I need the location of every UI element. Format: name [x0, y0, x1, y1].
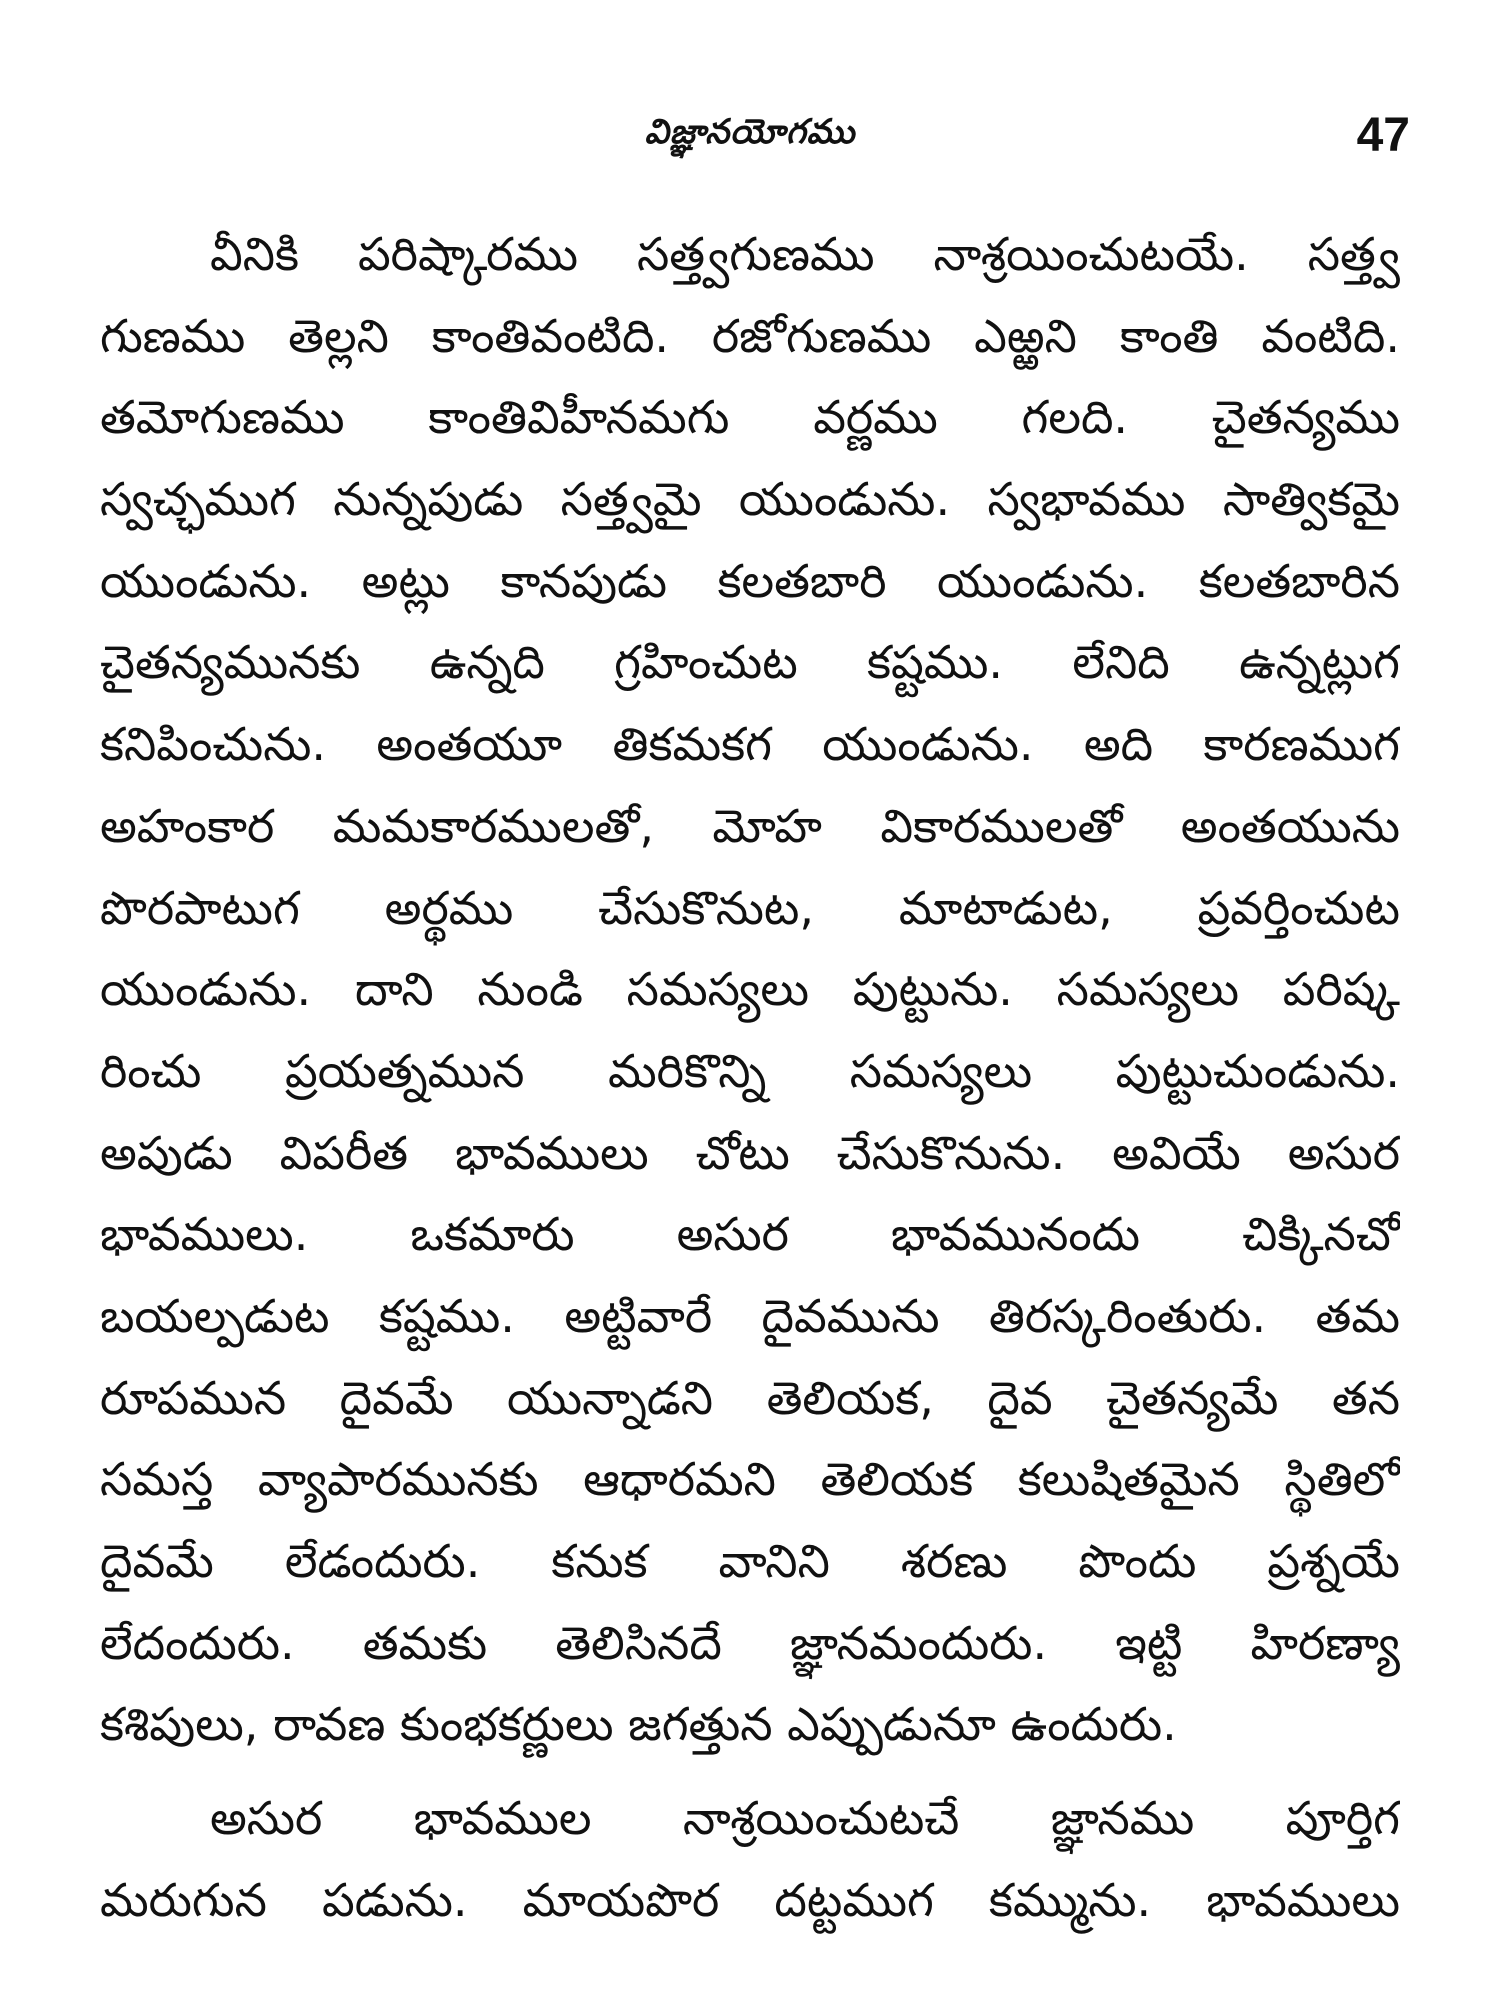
- text-line: వీనికి పరిష్కారము సత్త్వగుణము నాశ్రయించుటయే. సత్త్వ: [210, 227, 1400, 281]
- text-line: పొరపాటుగ అర్థము చేసుకొనుట, మాటాడుట, ప్రవర్తించుట: [100, 880, 1400, 935]
- text-line: సమస్త వ్యాపారమునకు ఆధారమని తెలియక కలుషితమైన స్థితిలో: [100, 1452, 1400, 1507]
- text-line: గుణము తెల్లని కాంతివంటిది. రజోగుణము ఎఱ్ఱని కాంతి వంటిది.: [100, 308, 1400, 363]
- text-line: అసుర భావముల నాశ్రయించుటచే జ్ఞానము పూర్తిగ: [210, 1791, 1400, 1846]
- text-line: చైతన్యమునకు ఉన్నది గ్రహించుట కష్టము. లేనిది ఉన్నట్లుగ: [100, 635, 1400, 690]
- text-line: స్వచ్ఛముగ నున్నపుడు సత్త్వమై యుండును. స్వభావము సాత్వికమై: [100, 472, 1400, 527]
- text-line: రూపమున దైవమే యున్నాడని తెలియక, దైవ చైతన్యమే తన: [100, 1370, 1400, 1425]
- text-line: అహంకార మమకారములతో, మోహ వికారములతో అంతయును: [100, 798, 1400, 853]
- paragraph-2: [100, 1778, 1400, 1941]
- body-text: [100, 214, 1400, 1941]
- page-number: 47: [1356, 109, 1410, 162]
- text-line: లేదందురు. తమకు తెలిసినదే జ్ఞానమందురు. ఇట్టి హిరణ్యా: [100, 1615, 1400, 1670]
- text-line: అపుడు విపరీత భావములు చోటు చేసుకొనును. అవియే అసుర: [100, 1125, 1400, 1180]
- text-line: మరుగున పడును. మాయపొర దట్టముగ కమ్మును. భావములు: [100, 1872, 1400, 1927]
- running-title: విజ్ఞానయోగము: [644, 112, 856, 152]
- text-line: రించు ప్రయత్నమున మరికొన్ని సమస్యలు పుట్టుచుండును.: [100, 1043, 1400, 1098]
- text-line: కనిపించును. అంతయూ తికమకగ యుండును. అది కారణముగ: [100, 717, 1400, 772]
- paragraph-spacer: [100, 1766, 1400, 1778]
- text-line: బయల్పడుట కష్టము. అట్టివారే దైవమును తిరస్కరింతురు. తమ: [100, 1288, 1400, 1343]
- text-line: కశిపులు, రావణ కుంభకర్ణులు జగత్తున ఎప్పుడునూ ఉందురు.: [100, 1697, 1177, 1752]
- text-line: తమోగుణము కాంతివిహీనమగు వర్ణము గలది. చైతన్యము: [100, 390, 1400, 445]
- text-line: యుండును. దాని నుండి సమస్యలు పుట్టును. సమస్యలు పరిష్క: [100, 962, 1400, 1017]
- text-line: దైవమే లేడందురు. కనుక వానిని శరణు పొందు ప్రశ్నయే: [100, 1534, 1400, 1588]
- text-line: భావములు. ఒకమారు అసుర భావమునందు చిక్కినచో: [100, 1207, 1400, 1262]
- paragraph-1: [100, 214, 1400, 1766]
- text-line: యుండును. అట్లు కానపుడు కలతబారి యుండును. కలతబారిన: [100, 553, 1400, 608]
